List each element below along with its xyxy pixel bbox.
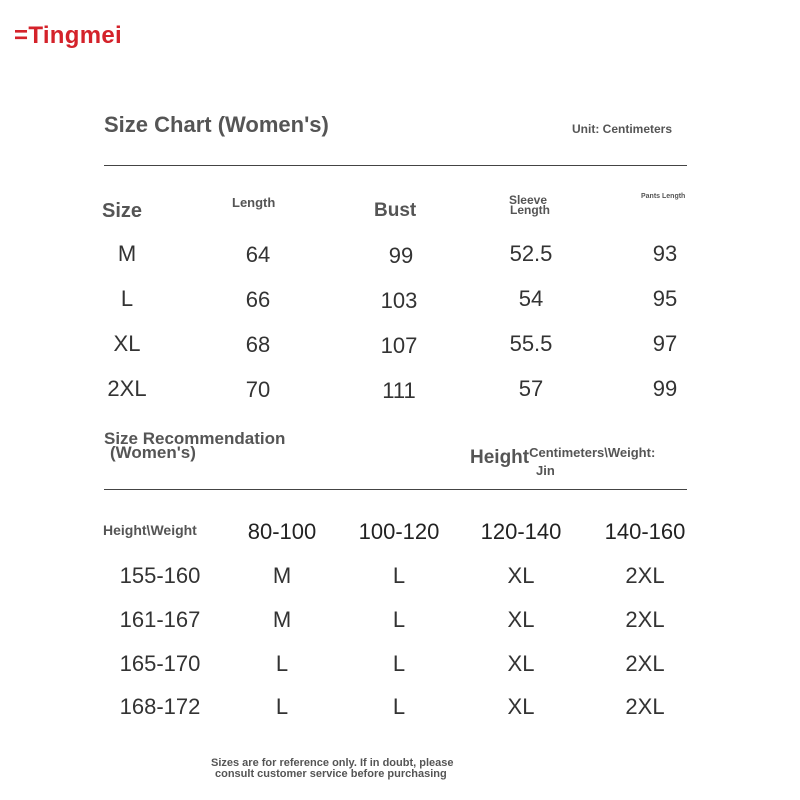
col-header-sleeve-line2: Length — [510, 203, 550, 217]
table-cell: 99 — [652, 376, 678, 401]
table-cell: 70 — [245, 377, 271, 402]
table-cell: 52.5 — [509, 241, 553, 266]
weight-header: 120-140 — [480, 519, 562, 544]
recommendation-unit — [470, 446, 655, 477]
table-cell: L — [392, 563, 406, 588]
col-header-size: Size — [102, 200, 143, 222]
table-cell: XL — [507, 651, 535, 676]
table-cell: L — [120, 286, 134, 311]
table-cell: 97 — [652, 331, 678, 356]
col-header-sleeve-length — [506, 195, 550, 215]
divider — [104, 165, 687, 166]
table-cell: 107 — [380, 333, 418, 358]
table-cell: XL — [113, 331, 141, 356]
table-cell: 2XL — [625, 651, 665, 676]
table-cell: L — [275, 651, 289, 676]
table-cell: 161-167 — [119, 607, 201, 632]
col-header-sleeve-line1: Sleeve — [508, 193, 548, 207]
table-cell: 2XL — [107, 376, 147, 401]
table-cell: M — [272, 563, 292, 588]
table-cell: 155-160 — [119, 563, 201, 588]
table-cell: 2XL — [625, 563, 665, 588]
col-header-bust: Bust — [374, 200, 417, 221]
table-cell: 93 — [652, 241, 678, 266]
table-cell: XL — [507, 563, 535, 588]
size-chart-title: Size Chart (Women's) — [104, 112, 329, 137]
divider — [104, 489, 687, 490]
table-cell: 66 — [245, 287, 271, 312]
table-cell: 99 — [388, 243, 414, 268]
table-cell: 55.5 — [509, 331, 553, 356]
table-cell: M — [272, 607, 292, 632]
footnote-line2: consult customer service before purchasing — [215, 768, 447, 780]
col-header-length: Length — [232, 195, 276, 210]
recommendation-title-line1: Size Recommendation — [104, 429, 286, 448]
weight-header: 140-160 — [604, 519, 686, 544]
table-cell: 168-172 — [119, 694, 201, 719]
brand-logo: =Tingmei — [14, 22, 122, 49]
table-cell: 165-170 — [119, 651, 201, 676]
table-cell: L — [392, 651, 406, 676]
table-cell: L — [392, 694, 406, 719]
size-chart-unit: Unit: Centimeters — [572, 122, 673, 136]
table-cell: L — [392, 607, 406, 632]
recommendation-unit-height: Height — [470, 447, 530, 468]
footnote — [211, 758, 453, 780]
table-cell: XL — [507, 607, 535, 632]
table-cell: 103 — [380, 288, 418, 313]
table-cell: 54 — [518, 286, 544, 311]
table-cell: 95 — [652, 286, 678, 311]
table-cell: M — [117, 241, 137, 266]
corner-header: Height\Weight — [103, 522, 197, 538]
table-cell: XL — [507, 694, 535, 719]
table-cell: 68 — [245, 332, 271, 357]
weight-header: 100-120 — [358, 519, 440, 544]
weight-header: 80-100 — [247, 519, 317, 544]
col-header-pants-length: Pants Length — [641, 193, 686, 200]
table-cell: L — [275, 694, 289, 719]
recommendation-unit-line2: Jin — [536, 463, 555, 478]
recommendation-title — [104, 429, 286, 462]
table-cell: 111 — [382, 378, 416, 403]
footnote-line1: Sizes are for reference only. If in doubt, please — [211, 757, 454, 769]
table-cell: 2XL — [625, 694, 665, 719]
table-cell: 64 — [245, 242, 271, 267]
recommendation-unit-line1: Centimeters\Weight: — [529, 445, 656, 460]
table-cell: 2XL — [625, 607, 665, 632]
recommendation-title-line2: (Women's) — [110, 443, 196, 462]
table-cell: 57 — [518, 376, 544, 401]
